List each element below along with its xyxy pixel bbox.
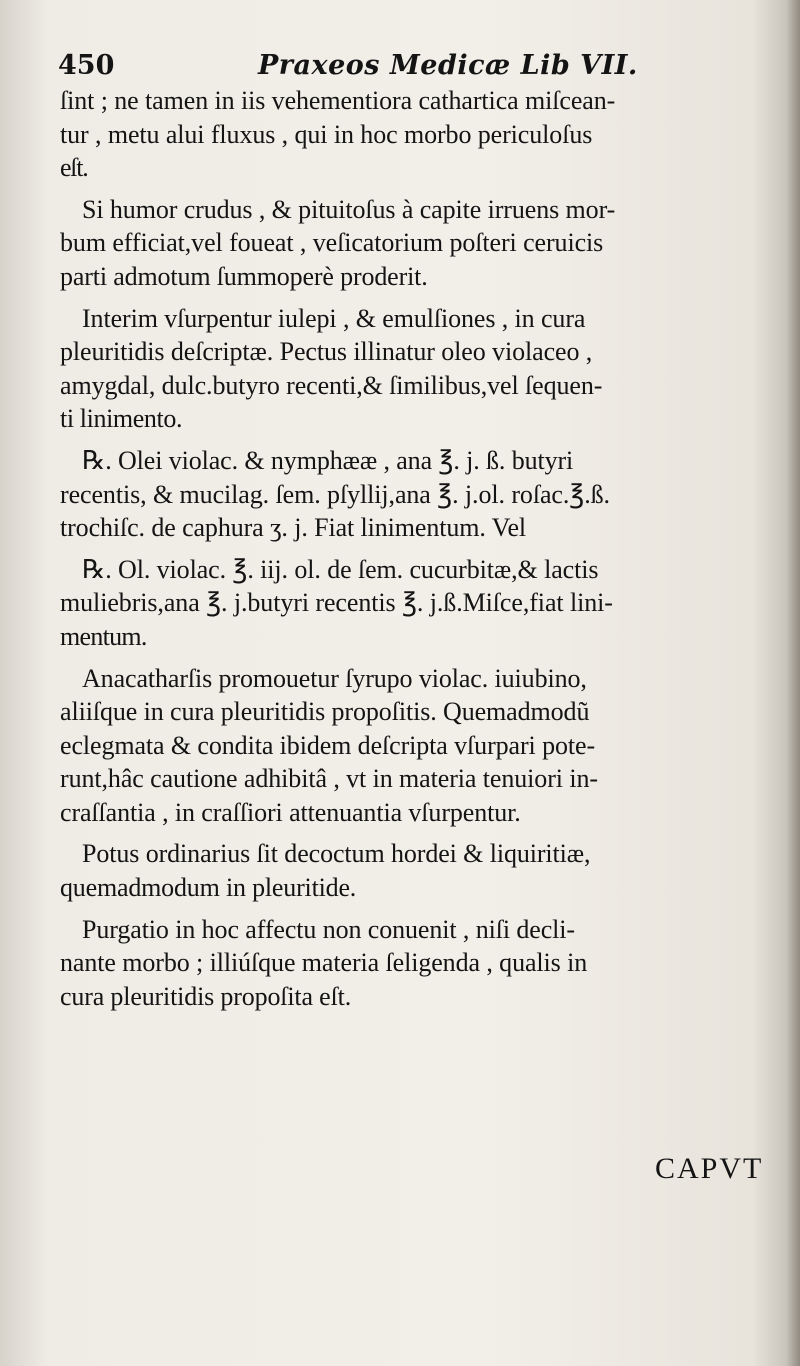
text-line: ti linimento. [60,404,183,434]
paragraph [60,193,790,294]
text-line: mentum. [60,621,147,651]
text-line: trochiſc. de caphura ʒ. j. Fiat linimentum. Vel [60,513,527,543]
text-line: Potus ordinarius ſit decoctum hordei & liquiritiæ, [82,839,591,869]
page-edge-shadow [786,0,800,1366]
text-line: Interim vſurpentur iulepi , & emulſiones , in cura [82,303,586,333]
text-line: craſſantia , in craſſiori attenuantia vſurpentur. [60,797,521,827]
paragraph [60,913,790,1014]
catchword: CAPVT [655,1152,764,1185]
paragraph [60,837,790,904]
text-line: amygdal, dulc.butyro recenti,& ſimilibus,vel ſequen- [60,370,603,400]
text-line: Purgatio in hoc affectu non conuenit , niſi decli- [82,914,575,944]
text-line: runt,hâc cautione adhibitâ , vt in materia tenuiori in- [60,764,598,794]
paragraph-gap [60,185,790,193]
text-line: ℞. Ol. violac. ℥. iij. ol. de ſem. cucurbitæ,& lactis [82,554,599,584]
paragraph [60,444,790,545]
text-line: tur , metu alui fluxus , qui in hoc morbo periculoſus [60,119,593,149]
text-line: Anacatharſis promouetur ſyrupo violac. iuiubino, [82,663,587,693]
paragraph-gap [60,829,790,837]
paragraph [60,553,790,654]
paragraph-gap [60,545,790,553]
text-line: quemadmodum in pleuritide. [60,873,357,903]
paragraph-gap [60,436,790,444]
paragraph-gap [60,294,790,302]
page-number: 450 [58,50,115,81]
paragraph-gap [60,654,790,662]
text-line: eſt. [60,153,88,183]
paragraph-gap [60,905,790,913]
text-line: ℞. Olei violac. & nymphææ , ana ℥. j. ß. butyri [82,445,574,475]
paragraph [60,302,790,436]
running-title: Praxeos Medicæ Lib VII. [258,50,638,81]
text-line: parti admotum ſummoperè proderit. [60,261,428,291]
text-line: nante morbo ; illiúſque materia ſeligenda , qualis in [60,948,588,978]
paragraph [60,84,790,185]
text-line: recentis, & mucilag. ſem. pſyllij,ana ℥. j.ol. roſac.℥.ß. [60,479,610,509]
body-text [60,84,790,1013]
text-line: bum efficiat,vel foueat , veſicatorium poſteri ceruicis [60,228,604,258]
text-line: Si humor crudus , & pituitoſus à capite irruens mor- [82,194,616,224]
text-line: cura pleuritidis propoſita eſt. [60,981,352,1011]
text-line: muliebris,ana ℥. j.butyri recentis ℥. j.ß.Miſce,fiat lini- [60,588,613,618]
text-line: aliiſque in cura pleuritidis propoſitis. Quemadmodũ [60,697,590,727]
text-line: ſint ; ne tamen in iis vehementiora cathartica miſcean- [60,86,616,115]
running-header [58,44,658,88]
text-line: eclegmata & condita ibidem deſcripta vſurpari pote- [60,730,596,760]
text-line: pleuritidis deſcriptæ. Pectus illinatur oleo violaceo , [60,337,593,367]
paragraph [60,662,790,830]
